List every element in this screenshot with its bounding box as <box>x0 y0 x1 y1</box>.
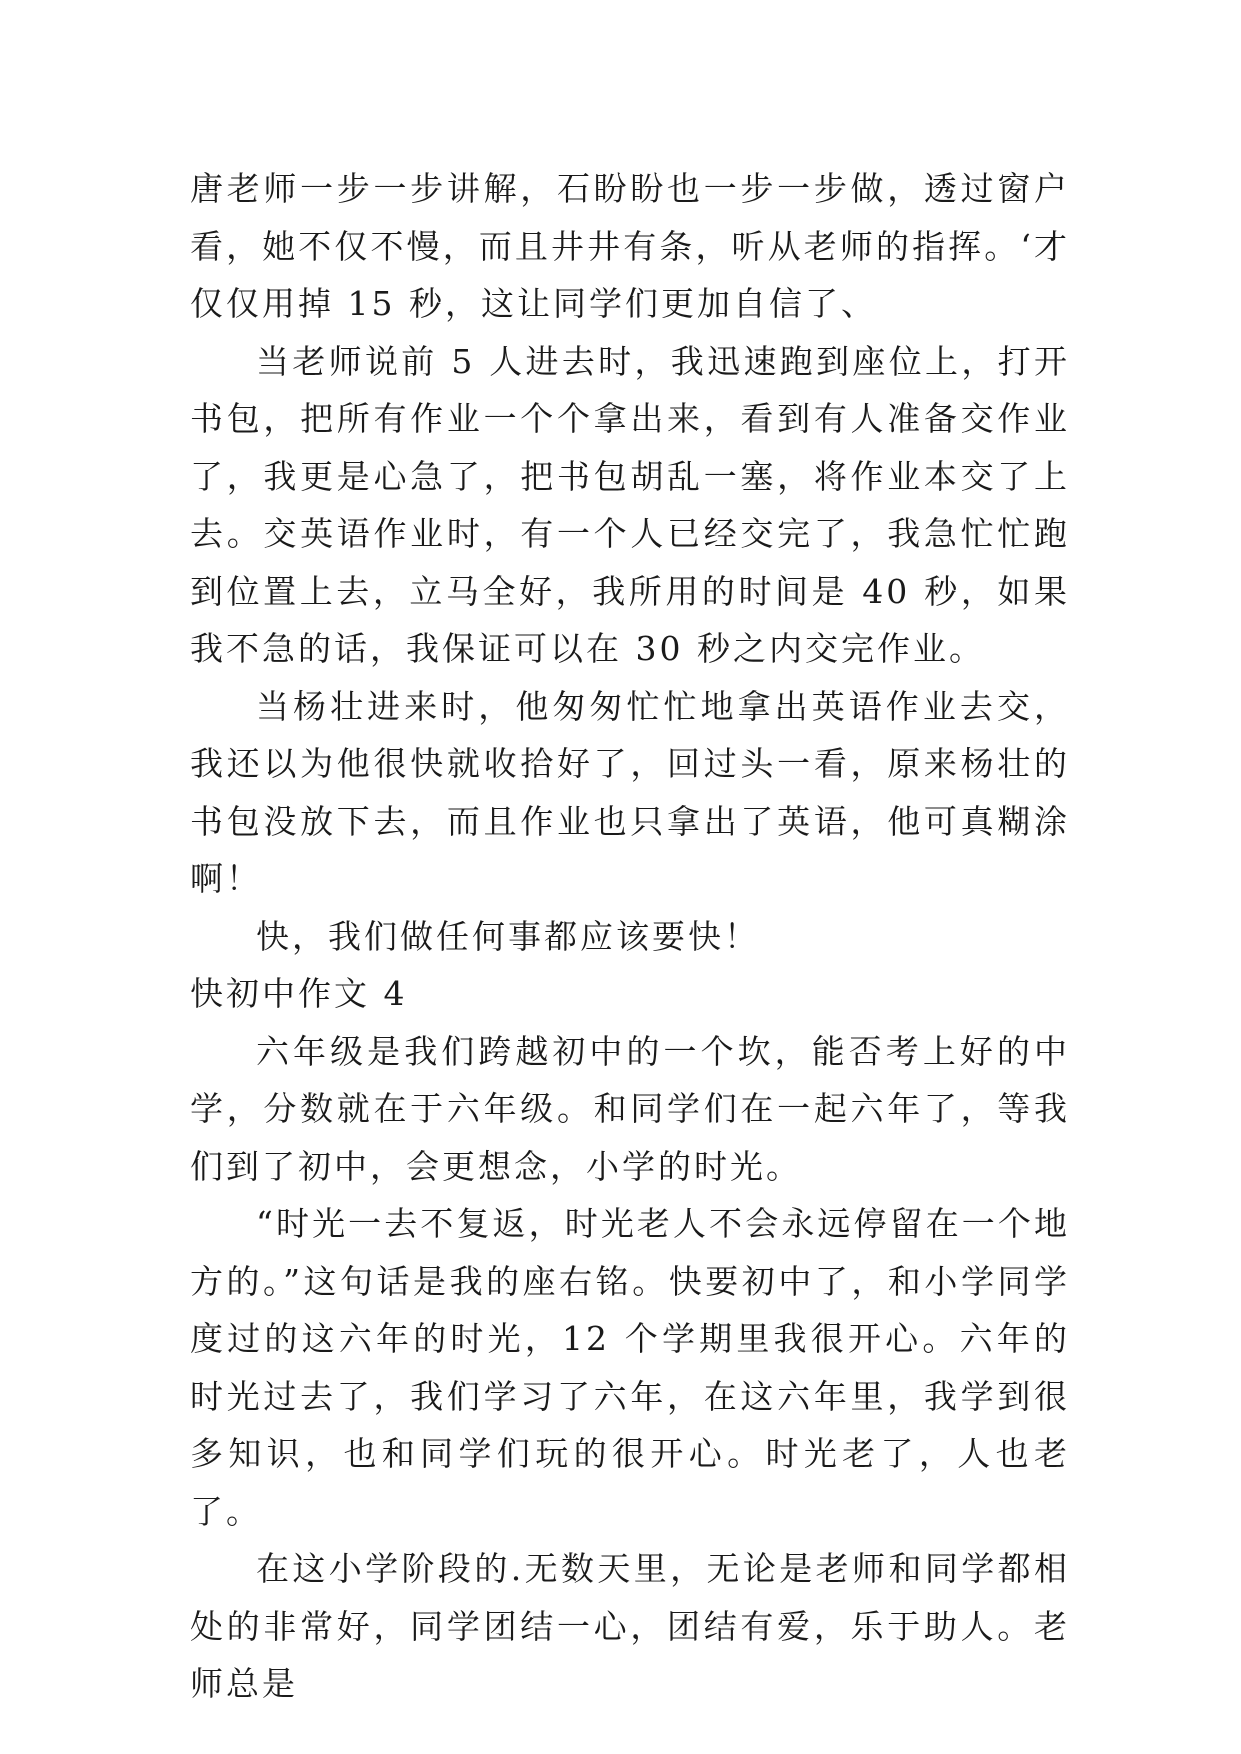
section-heading: 快初中作文 4 <box>190 974 408 1013</box>
paragraph-1: 唐老师一步一步讲解，石盼盼也一步一步做，透过窗户看，她不仅不慢，而且井井有条，听从老师的指挥。‘才仅仅用掉 15 秒，这让同学们更加自信了、 <box>190 169 1070 323</box>
paragraph-5: 六年级是我们跨越初中的一个坎，能否考上好的中学，分数就在于六年级。和同学们在一起六年了，等我们到了初中，会更想念，小学的时光。 <box>190 1031 1070 1186</box>
paragraph-3: 当杨壮进来时，他匆匆忙忙地拿出英语作业去交，我还以为他很快就收拾好了，回过头一看，原来杨壮的书包没放下去，而且作业也只拿出了英语，他可真糊涂啊！ <box>190 686 1070 898</box>
document-body <box>190 160 1070 1713</box>
paragraph-2: 当老师说前 5 人进去时，我迅速跑到座位上，打开书包，把所有作业一个个拿出来，看到有人准备交作业了，我更是心急了，把书包胡乱一塞，将作业本交了上去。交英语作业时，有一个人已经交完了，我急忙忙跑到位置上去，立马全好，我所用的时间是 40 秒，如果我不急的话，我保证可以在 30 秒之内交完作业。 <box>190 341 1070 668</box>
paragraph-4: 快，我们做任何事都应该要快！ <box>256 916 760 956</box>
paragraph-7: 在这小学阶段的.无数天里，无论是老师和同学都相处的非常好，同学团结一心，团结有爱，乐于助人。老师总是 <box>190 1549 1070 1703</box>
paragraph-6: “时光一去不复返，时光老人不会永远停留在一个地方的。”这句话是我的座右铭。快要初中了，和小学同学度过的这六年的时光，12 个学期里我很开心。六年的时光过去了，我们学习了六年，在这六年里，我学到很多知识，也和同学们玩的很开心。时光老了，人也老了。 <box>190 1204 1070 1531</box>
